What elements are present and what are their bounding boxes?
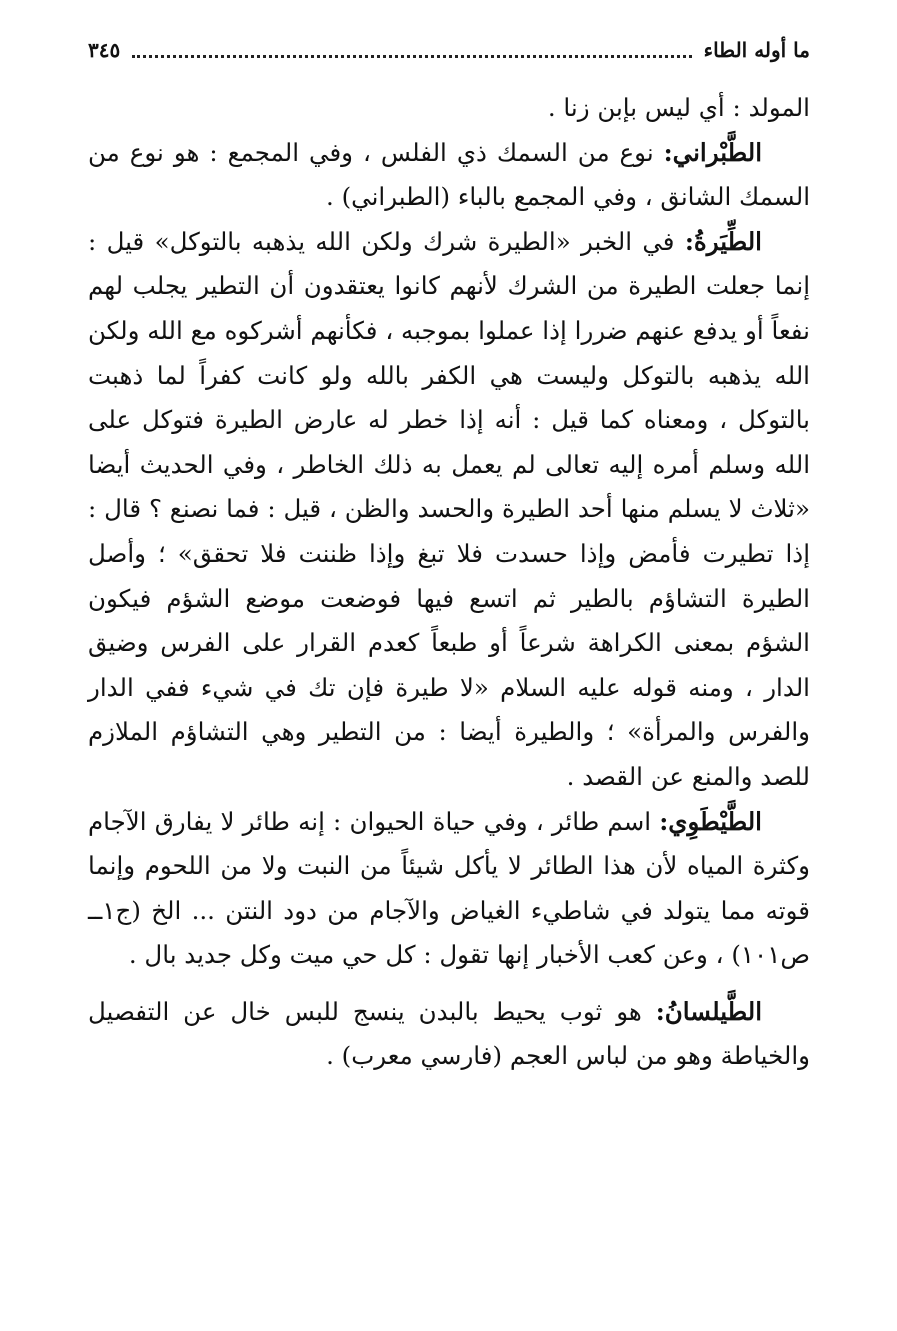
entry-paragraph-continuation	[88, 86, 810, 131]
entry-text: هو ثوب يحيط بالبدن ينسج للبس خال عن التفصيل والخياطة وهو من لباس العجم (فارسي معرب) .	[88, 996, 810, 1071]
entry-text: في الخبر «الطيرة شرك ولكن الله يذهبه بالتوكل» قيل : إنما جعلت الطيرة من الشرك لأنهم كانوا يعتقدون أن التطير يجلب لهم نفعاً أو يدفع عنهم ضررا إذا عملوا بموجبه ، فكأنهم أشركوه مع الله ولكن الله يذهبه بالتوكل وليست هي الكفر بالله ولو كانت كفراً لما ذهبت بالتوكل ، ومعناه كما قيل : أنه إذا خطر له عارض الطيرة فتوكل على الله وسلم أمره إليه تعالى لم يعمل به ذلك الخاطر ، وفي الحديث أيضا «ثلاث لا يسلم منها أحد الطيرة والحسد والظن ، قيل : فما نصنع ؟ قال : إذا تطيرت فأمض وإذا حسدت فلا تبغ وإذا ظننت فلا تحقق» ؛ وأصل الطيرة التشاؤم بالطير ثم اتسع فيها فوضعت موضع الشؤم فيكون الشؤم بمعنى الكراهة شرعاً أو طبعاً كعدم القرار على الفرس وضيق الدار ، ومنه قوله عليه السلام «لا طيرة فإن تك في شيء ففي الدار والفرس والمرأة» ؛ والطيرة أيضا : من التطير وهي التشاؤم الملازم للصد والمنع عن القصد .	[88, 226, 810, 791]
entry-term: الطَّبْراني:	[663, 137, 762, 167]
document-page	[88, 28, 810, 1298]
running-title: ما أوله الطاء	[703, 38, 810, 62]
page-number: ٣٤٥	[88, 38, 121, 62]
page-body	[88, 86, 810, 1079]
entry-text: نوع من السمك ذي الفلس ، وفي المجمع : هو نوع من السمك الشانق ، وفي المجمع بالباء (الطبراني) .	[88, 137, 810, 212]
entry-term: الطَّيلسانُ:	[655, 996, 762, 1026]
entry-paragraph-tiyara	[88, 220, 810, 800]
entry-paragraph-tabrani	[88, 131, 810, 220]
entry-paragraph-taylasan	[88, 990, 810, 1079]
entry-term: الطَّيْطَوِي:	[659, 806, 762, 836]
page-header	[88, 28, 810, 72]
entry-text: المولد : أي ليس بإبن زنا .	[547, 93, 810, 122]
header-dot-leader	[132, 55, 691, 58]
entry-text: اسم طائر ، وفي حياة الحيوان : إنه طائر لا يفارق الآجام وكثرة المياه لأن هذا الطائر لا يأكل شيئاً من النبت ولا من اللحوم وإنما قوته مما يتولد في شاطيء الغياض والآجام من دود النتن ... الخ (ج١ــ ص١٠١) ، وعن كعب الأخبار إنها تقول : كل حي ميت وكل جديد بال .	[88, 806, 810, 970]
entry-paragraph-taytawi	[88, 800, 810, 978]
entry-term: الطِّيَرةُ:	[684, 226, 762, 256]
